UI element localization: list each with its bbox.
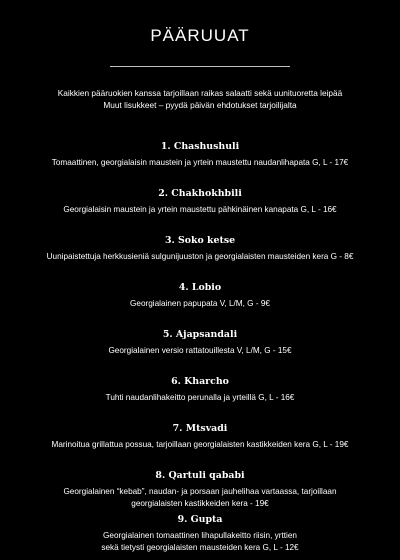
dish-description	[0, 392, 400, 404]
intro-text	[10, 87, 390, 111]
dish-description-line: Tuhti naudanlihakeitto perunalla ja yrteillä G, L - 16€	[105, 393, 295, 402]
dish-item	[0, 375, 400, 422]
dish-name: 6. Kharcho	[171, 376, 229, 387]
page-title: PÄÄRUUAT	[150, 26, 250, 45]
dish-item	[0, 140, 400, 187]
dish-name: 2. Chakhokhbili	[158, 188, 242, 199]
dish-description-line: Uunipaistettuja herkkusieniä sulgunijuuston ja georgialaisten mausteiden kera G - 8€	[46, 252, 354, 261]
dish-description	[0, 345, 400, 357]
dish-description	[0, 439, 400, 451]
intro-line-1: Kaikkien pääruokien kanssa tarjoillaan raikas salaatti sekä uunituoretta leipää	[57, 88, 343, 98]
dish-description	[0, 530, 400, 554]
dish-description-line: Georgialainen versio rattatouillesta V, L/M, G - 15€	[108, 346, 292, 355]
dish-description-line: Tomaattinen, georgialaisin maustein ja yrtein maustettu naudanlihapata G, L - 17€	[51, 158, 349, 167]
dish-name: 8. Qartuli qababi	[155, 470, 245, 481]
dish-item	[0, 187, 400, 234]
dish-name: 3. Soko ketse	[164, 235, 236, 246]
dish-item	[0, 513, 400, 557]
dish-description	[0, 486, 400, 510]
dish-description	[0, 298, 400, 310]
dish-name: 4. Lobio	[178, 282, 222, 293]
dish-item	[0, 469, 400, 513]
dish-description	[0, 251, 400, 263]
dish-description-line: Marinoitua grillattua possua, tarjoillaan georgialaisten kastikkeiden kera G, L - 19€	[51, 440, 349, 449]
dish-name: 9. Gupta	[177, 514, 223, 525]
dish-description-line: georgialaisten kastikkeiden kera - 19€	[131, 499, 269, 508]
intro-line-2: Muut lisukkeet – pyydä päivän ehdotukset tarjoilijalta	[103, 100, 297, 110]
dish-name: 1. Chashushuli	[160, 141, 240, 152]
dish-item	[0, 328, 400, 375]
dish-list	[0, 140, 400, 557]
dish-item	[0, 281, 400, 328]
dish-description	[0, 204, 400, 216]
title-divider	[110, 66, 290, 67]
dish-description	[0, 157, 400, 169]
dish-name: 7. Mtsvadi	[172, 423, 228, 434]
dish-item	[0, 422, 400, 469]
dish-description-line: Georgialainen “kebab”, naudan- ja porsaan jauhelihaa vartaassa, tarjoillaan	[63, 487, 337, 496]
dish-description-line: Georgialainen tomaattinen lihapullakeitto riisin, yrttien	[103, 531, 297, 540]
dish-item	[0, 234, 400, 281]
dish-description-line: sekä tietysti georgialaisten mausteiden kera G, L - 12€	[101, 543, 299, 552]
dish-name: 5. Ajapsandali	[162, 329, 238, 340]
dish-description-line: Georgialainen papupata V, L/M, G - 9€	[130, 299, 270, 308]
dish-description-line: Georgialaisin maustein ja yrtein maustettu pähkinäinen kanapata G, L - 16€	[63, 205, 337, 214]
